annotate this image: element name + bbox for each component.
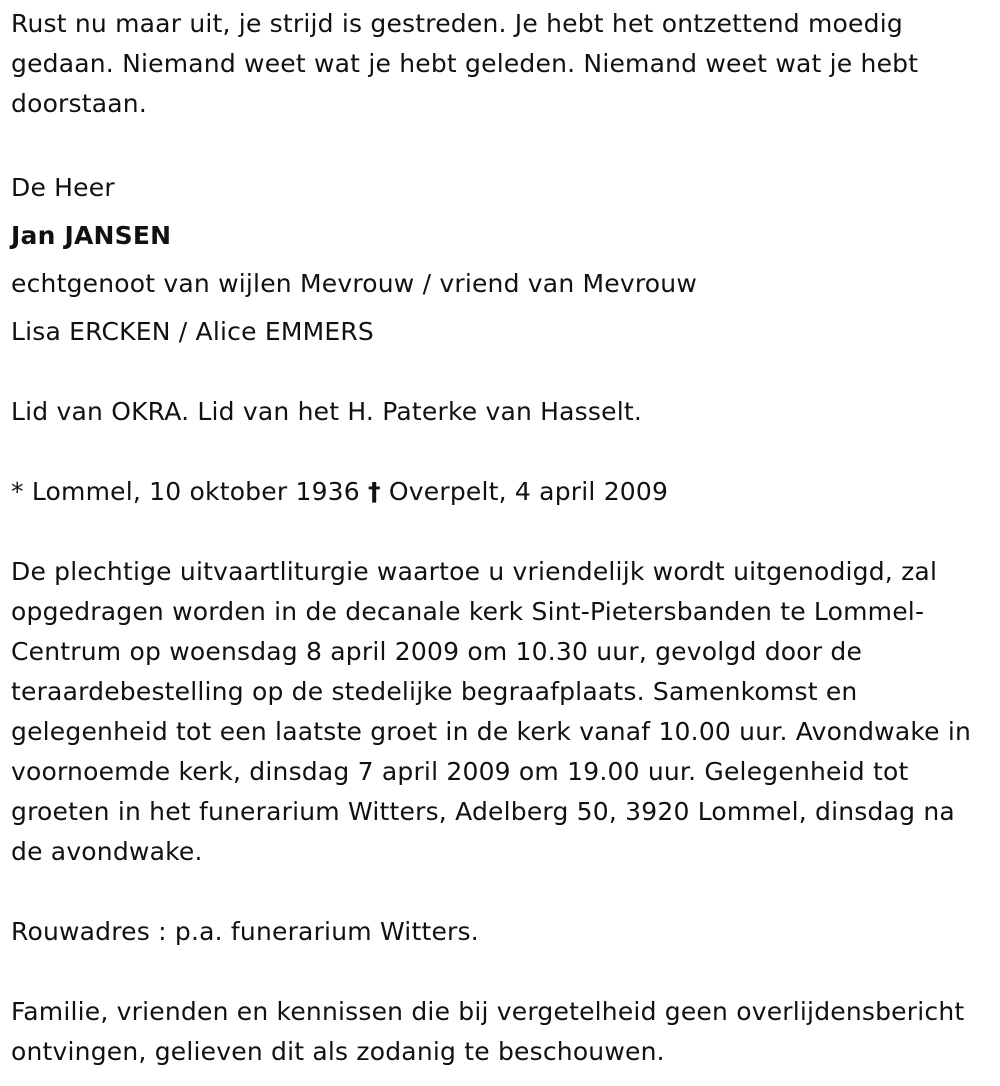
relation-line-2: Lisa ERCKEN / Alice EMMERS	[11, 317, 374, 346]
memberships: Lid van OKRA. Lid van het H. Paterke van Hasselt.	[11, 397, 643, 426]
spacer	[11, 432, 991, 472]
ceremony-paragraph: De plechtige uitvaartliturgie waartoe u vriendelijk wordt uitgenodigd, zal opgedragen worden in de decanale kerk Sint-Pietersbanden te Lommel-Centrum op woensdag 8 april 2009 om 10.30 uur, gevolgd door de teraardebestelling op de stedelijke begraafplaats. Samenkomst en gelegenheid tot een laatste groet in de kerk vanaf 10.00 uur. Avondwake in voornoemde kerk, dinsdag 7 april 2009 om 19.00 uur. Gelegenheid tot groeten in het funerarium Witters, Adelberg 50, 3920 Lommel, dinsdag na de avondwake.	[11, 557, 972, 866]
deceased-name: Jan JANSEN	[11, 221, 172, 250]
birth-info: * Lommel, 10 oktober 1936	[11, 477, 360, 506]
mourning-address: Rouwadres : p.a. funerarium Witters.	[11, 917, 479, 946]
spacer	[11, 512, 991, 552]
spacer	[11, 124, 991, 164]
relation-line-1: echtgenoot van wijlen Mevrouw / vriend van Mevrouw	[11, 269, 697, 298]
spacer	[11, 872, 991, 912]
closing-paragraph: Familie, vrienden en kennissen die bij vergetelheid geen overlijdensbericht ontvingen, gelieven dit als zodanig te beschouwen.	[11, 997, 965, 1066]
spacer	[11, 952, 991, 992]
cross-icon: †	[368, 477, 381, 506]
honorific: De Heer	[11, 173, 115, 202]
obituary-notice	[11, 4, 991, 1072]
poem-paragraph: Rust nu maar uit, je strijd is gestreden. Je hebt het ontzettend moedig gedaan. Niemand weet wat je hebt geleden. Niemand weet wat je hebt doorstaan.	[11, 9, 919, 118]
life-dates	[11, 472, 991, 512]
spacer	[11, 356, 991, 392]
death-info: Overpelt, 4 april 2009	[388, 477, 669, 506]
